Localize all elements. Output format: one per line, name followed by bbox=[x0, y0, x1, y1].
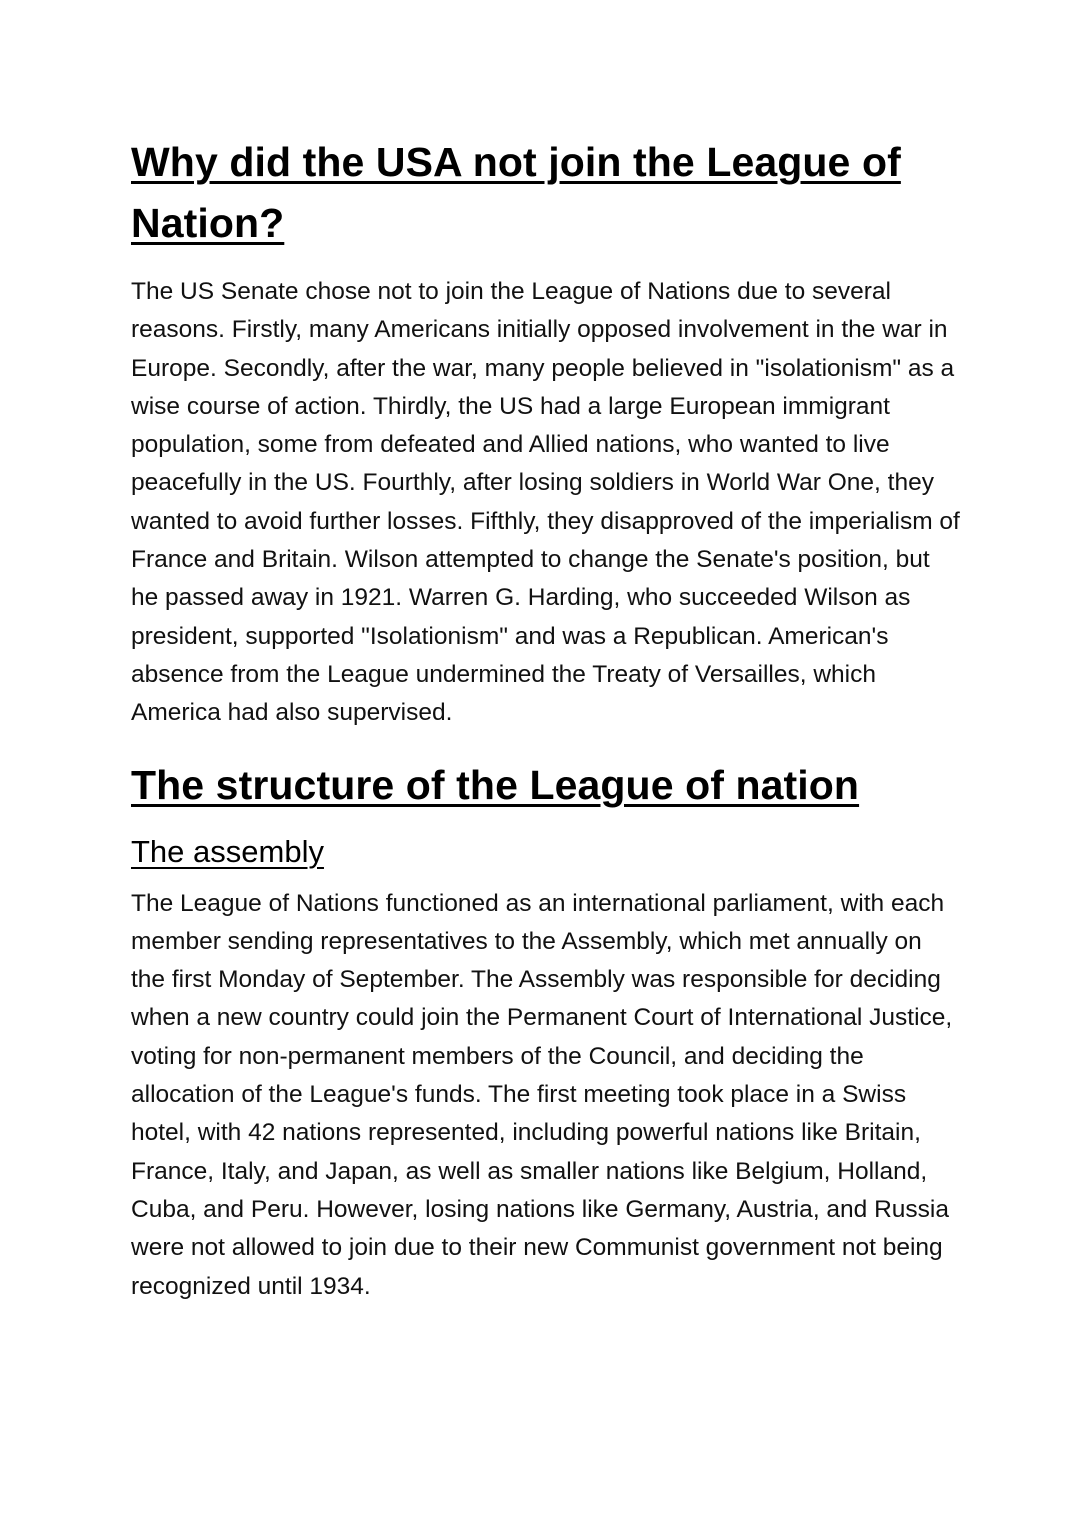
subheading-the-assembly bbox=[131, 830, 961, 874]
document-page bbox=[131, 128, 961, 1306]
heading-structure-of-league-text: The structure of the League of nation bbox=[131, 761, 860, 808]
heading-why-usa-not-join-text: Why did the USA not join the League of Nation? bbox=[131, 139, 901, 246]
subheading-the-assembly-text: The assembly bbox=[131, 833, 324, 869]
paragraph-why-usa-not-join: The US Senate chose not to join the League of Nations due to several reasons. Firstly, many Americans initially opposed involvement in the war in Europe. Secondly, after the war, many people believed in "isolationism" as a wise course of action. Thirdly, the US had a large European immigrant population, some from defeated and Allied nations, who wanted to live peacefully in the US. Fourthly, after losing soldiers in World War One, they wanted to avoid further losses. Fifthly, they disapproved of the imperialism of France and Britain. Wilson attempted to change the Senate's position, but he passed away in 1921. Warren G. Harding, who succeeded Wilson as president, supported "Isolationism" and was a Republican. American's absence from the League undermined the Treaty of Versailles, which America had also supervised. bbox=[131, 278, 960, 727]
paragraph-the-assembly: The League of Nations functioned as an international parliament, with each member sending representatives to the Assembly, which met annually on the first Monday of September. The Assembly was responsible for deciding when a new country could join the Permanent Court of International Justice, voting for non-permanent members of the Council, and deciding the allocation of the League's funds. The first meeting took place in a Swiss hotel, with 42 nations represented, including powerful nations like Britain, France, Italy, and Japan, as well as smaller nations like Belgium, Holland, Cuba, and Peru. However, losing nations like Germany, Austria, and Russia were not allowed to join due to their new Communist government not being recognized until 1934. bbox=[131, 889, 953, 1300]
heading-why-usa-not-join bbox=[131, 132, 961, 254]
heading-structure-of-league bbox=[131, 755, 961, 816]
